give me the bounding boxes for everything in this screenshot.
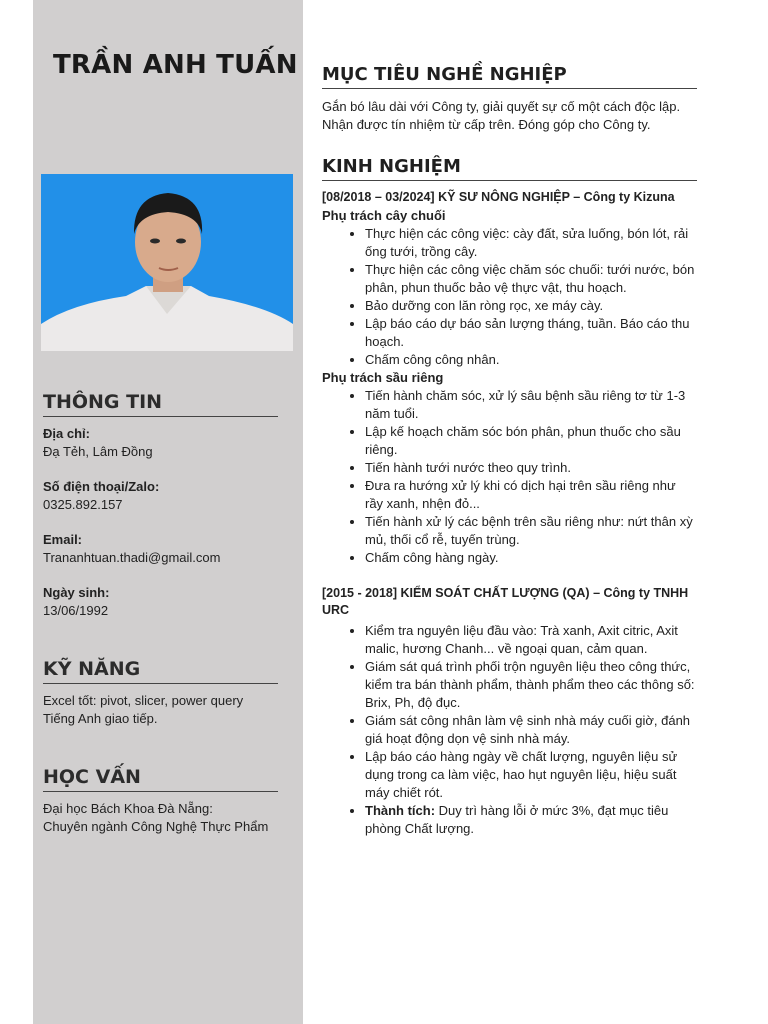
education-heading: HỌC VẤN: [43, 766, 278, 792]
duty-list: [322, 225, 697, 369]
info-heading: THÔNG TIN: [43, 391, 278, 417]
experience-heading: KINH NGHIỆM: [322, 156, 697, 181]
list-item: • Tiến hành chăm sóc, xử lý sâu bệnh sầu riêng tơ từ 1-3 năm tuổi.: [365, 387, 697, 423]
list-item: • Giám sát công nhân làm vệ sinh nhà máy cuối giờ, đánh giá hoạt động dọn vệ sinh nhà máy.: [365, 712, 697, 748]
phone-value: 0325.892.157: [43, 496, 123, 512]
address-field: [43, 425, 278, 460]
candidate-name: TRẦN ANH TUẤN: [53, 50, 298, 80]
info-section: [43, 391, 278, 637]
list-item: • Chấm công hàng ngày.: [365, 549, 697, 567]
birthdate-field: [43, 584, 278, 619]
skill-line: Tiếng Anh giao tiếp.: [43, 710, 158, 726]
list-item: • Thực hiện các công việc chăm sóc chuối: tưới nước, bón phân, phun thuốc bảo vệ thực vật, thu hoạch.: [365, 261, 697, 297]
list-item: • Kiểm tra nguyên liệu đầu vào: Trà xanh, Axit citric, Axit malic, hương Chanh... về ngoại quan, cảm quan.: [365, 622, 697, 658]
duty-list: [322, 387, 697, 567]
profile-photo: [41, 174, 293, 351]
list-item: • Tiến hành xử lý các bệnh trên sầu riêng như: nứt thân xỳ mủ, thối cổ rễ, tuyến trùng.: [365, 513, 697, 549]
objective-line: Gắn bó lâu dài với Công ty, giải quyết sự cố một cách độc lập.: [322, 99, 681, 114]
email-field: [43, 531, 278, 566]
list-item: • Lập báo cáo hàng ngày về chất lượng, nguyên liệu sử dụng trong ca làm việc, hao hụt nguyên liệu, hiệu suất máy chiết rót.: [365, 748, 697, 802]
job-title: [08/2018 – 03/2024] KỸ SƯ NÔNG NGHIỆP – Công ty Kizuna: [322, 190, 675, 204]
achievement-item: [365, 802, 697, 838]
phone-field: [43, 478, 278, 513]
list-item: • Giám sát quá trình phối trộn nguyên liệu theo công thức, kiểm tra bán thành phẩm, thành phẩm theo các thông số: Brix, Ph, độ đục.: [365, 658, 697, 712]
list-item: • Lập kế hoạch chăm sóc bón phân, phun thuốc cho sầu riêng.: [365, 423, 697, 459]
education-section: [43, 766, 278, 835]
objective-line: Nhận được tín nhiệm từ cấp trên. Đóng góp cho Công ty.: [322, 117, 651, 132]
list-item: • Tiến hành tưới nước theo quy trình.: [365, 459, 697, 477]
job-title: [2015 - 2018] KIỂM SOÁT CHẤT LƯỢNG (QA) – Công ty TNHH URC: [322, 585, 689, 617]
list-item: • Thực hiện các công việc: cày đất, sửa luống, bón lót, rải ống tưới, trồng cây.: [365, 225, 697, 261]
duty-list: [322, 622, 697, 838]
role-heading: Phụ trách sầu riêng: [322, 369, 444, 385]
birthdate-label: Ngày sinh:: [43, 585, 110, 600]
portrait-image: [41, 174, 293, 351]
list-item: • Bảo dưỡng con lăn ròng rọc, xe máy cày.: [365, 297, 697, 315]
achievement-text: Duy trì hàng lỗi ở mức 3%, đạt mục tiêu phòng Chất lượng.: [365, 802, 669, 836]
list-item: • Chấm công công nhân.: [365, 351, 697, 369]
skill-line: Excel tốt: pivot, slicer, power query: [43, 693, 244, 708]
phone-label: Số điện thoại/Zalo:: [43, 479, 160, 494]
education-school: Đại học Bách Khoa Đà Nẵng:: [43, 801, 213, 816]
skills-section: [43, 658, 278, 727]
main-content: [322, 64, 697, 838]
objective-text: [322, 98, 697, 134]
objective-heading: MỤC TIÊU NGHỀ NGHIỆP: [322, 64, 697, 89]
email-value: Trananhtuan.thadi@gmail.com: [43, 549, 221, 565]
birthdate-value: 13/06/1992: [43, 602, 109, 618]
list-item: • Đưa ra hướng xử lý khi có dịch hại trên sầu riêng như rầy xanh, nhện đỏ...: [365, 477, 697, 513]
address-value: Đạ Tẻh, Lâm Đồng: [43, 443, 153, 459]
role-heading: Phụ trách cây chuối: [322, 207, 446, 223]
email-label: Email:: [43, 532, 83, 547]
skills-heading: KỸ NĂNG: [43, 658, 278, 684]
list-item: • Lập báo cáo dự báo sản lượng tháng, tuần. Báo cáo thu hoạch.: [365, 315, 697, 351]
address-label: Địa chỉ:: [43, 426, 90, 441]
education-major: Chuyên ngành Công Nghệ Thực Phẩm: [43, 818, 269, 834]
achievement-label: Thành tích:: [365, 802, 436, 818]
